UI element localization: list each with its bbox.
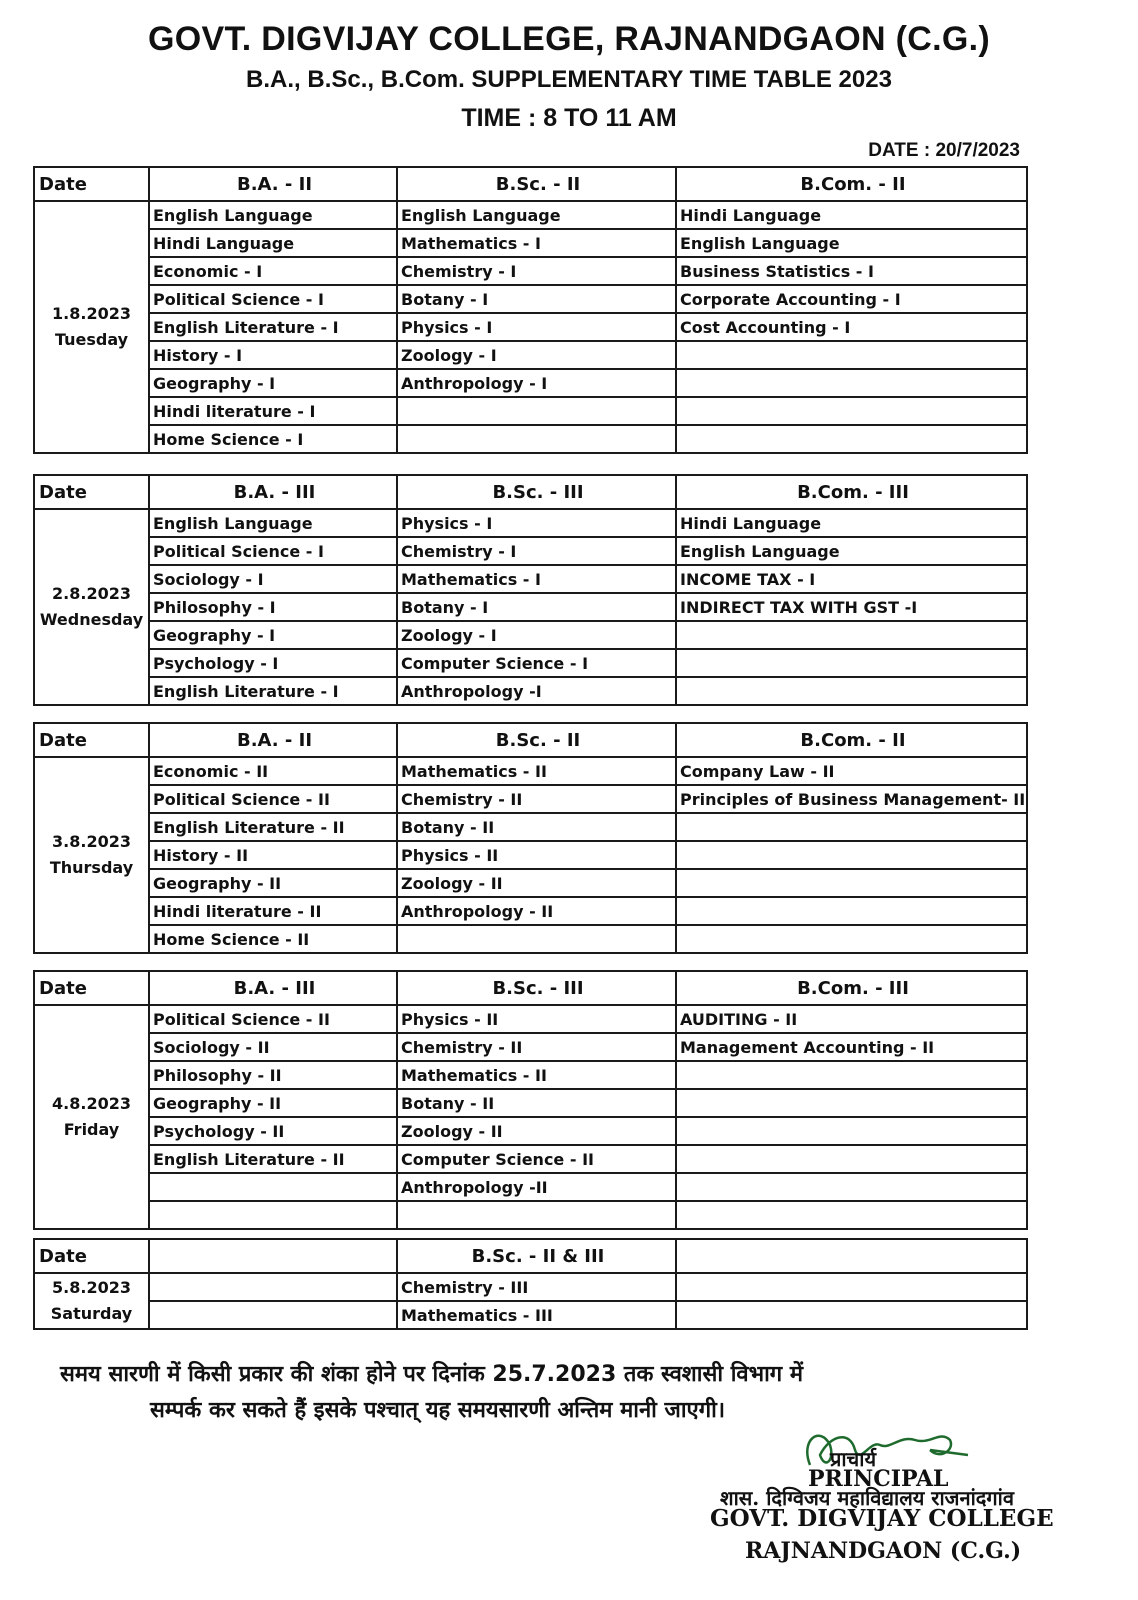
timetable-title: B.A., B.Sc., B.Com. SUPPLEMENTARY TIME TABLE 2023	[246, 66, 892, 93]
exam-date: 5.8.2023	[52, 1278, 131, 1297]
subject-cell	[676, 649, 1027, 677]
subject-cell	[397, 1201, 676, 1229]
header-row	[34, 167, 1027, 201]
subject-cell: English Literature - I	[149, 677, 397, 705]
subject-cell: Anthropology - I	[397, 369, 676, 397]
date-header: Date	[34, 167, 149, 201]
header-row	[34, 1239, 1027, 1273]
subject-cell: Home Science - II	[149, 925, 397, 953]
subject-cell: Botany - II	[397, 813, 676, 841]
table-row	[34, 425, 1027, 453]
subject-cell: Chemistry - II	[397, 785, 676, 813]
subject-cell: Geography - I	[149, 621, 397, 649]
subject-cell: Zoology - I	[397, 341, 676, 369]
table-row	[34, 1173, 1027, 1201]
exam-date-cell	[34, 509, 149, 705]
subject-cell: Mathematics - II	[397, 757, 676, 785]
subject-cell: Sociology - I	[149, 565, 397, 593]
table-row	[34, 757, 1027, 785]
subject-cell: English Literature - II	[149, 1145, 397, 1173]
subject-cell: Business Statistics - I	[676, 257, 1027, 285]
subject-cell: Company Law - II	[676, 757, 1027, 785]
exam-day: Wednesday	[39, 610, 144, 629]
course-header: B.A. - III	[149, 971, 397, 1005]
subject-cell: Corporate Accounting - I	[676, 285, 1027, 313]
subject-cell: History - I	[149, 341, 397, 369]
subject-cell: Political Science - II	[149, 785, 397, 813]
subject-cell	[676, 425, 1027, 453]
subject-cell	[676, 1117, 1027, 1145]
subject-cell	[397, 397, 676, 425]
subject-cell: AUDITING - II	[676, 1005, 1027, 1033]
subject-cell: Computer Science - II	[397, 1145, 676, 1173]
header-row	[34, 971, 1027, 1005]
course-header	[676, 1239, 1027, 1273]
table-row	[34, 397, 1027, 425]
subject-cell: Philosophy - II	[149, 1061, 397, 1089]
subject-cell: Mathematics - I	[397, 565, 676, 593]
course-header: B.Com. - II	[676, 167, 1027, 201]
exam-date: 1.8.2023	[52, 304, 131, 323]
subject-cell: English Language	[149, 509, 397, 537]
subject-cell	[676, 677, 1027, 705]
subject-cell: Hindi literature - I	[149, 397, 397, 425]
subject-cell	[676, 1173, 1027, 1201]
subject-cell	[676, 1301, 1027, 1329]
exam-date-cell	[34, 201, 149, 453]
course-header: B.Com. - II	[676, 723, 1027, 757]
table-row	[34, 1145, 1027, 1173]
subject-cell	[676, 397, 1027, 425]
subject-cell	[676, 621, 1027, 649]
table-row	[34, 285, 1027, 313]
subject-cell: Anthropology -I	[397, 677, 676, 705]
subject-cell: INDIRECT TAX WITH GST -I	[676, 593, 1027, 621]
date-header: Date	[34, 475, 149, 509]
timetable-day-4	[33, 970, 1028, 1230]
stamp-english-college: GOVT. DIGVIJAY COLLEGE	[710, 1505, 1054, 1532]
exam-day: Thursday	[49, 858, 134, 877]
exam-date-cell	[34, 1005, 149, 1229]
subject-cell: Political Science - I	[149, 537, 397, 565]
course-header: B.A. - II	[149, 167, 397, 201]
subject-cell: Principles of Business Management- II	[676, 785, 1027, 813]
exam-date-cell	[34, 1273, 149, 1329]
date-header: Date	[34, 723, 149, 757]
header-row	[34, 475, 1027, 509]
course-header: B.Sc. - III	[397, 475, 676, 509]
subject-cell: Physics - I	[397, 313, 676, 341]
exam-date: 3.8.2023	[52, 832, 131, 851]
note-line-1: समय सारणी में किसी प्रकार की शंका होने पर दिनांक 25.7.2023 तक स्वशासी विभाग में	[60, 1362, 803, 1387]
subject-cell: English Language	[149, 201, 397, 229]
subject-cell: Chemistry - II	[397, 1033, 676, 1061]
table-row	[34, 369, 1027, 397]
subject-cell: Home Science - I	[149, 425, 397, 453]
subject-cell	[149, 1301, 397, 1329]
subject-cell	[676, 1273, 1027, 1301]
note-line-2: सम्पर्क कर सकते हैं इसके पश्चात् यह समयसारणी अन्तिम मानी जाएगी।	[150, 1398, 726, 1423]
subject-cell: Physics - I	[397, 509, 676, 537]
exam-date: 4.8.2023	[52, 1094, 131, 1113]
subject-cell: Botany - I	[397, 593, 676, 621]
exam-date: 2.8.2023	[52, 584, 131, 603]
subject-cell: Physics - II	[397, 841, 676, 869]
table-row	[34, 621, 1027, 649]
course-header: B.A. - III	[149, 475, 397, 509]
exam-day: Tuesday	[54, 330, 129, 349]
subject-cell: Psychology - I	[149, 649, 397, 677]
course-header: B.Sc. - II & III	[397, 1239, 676, 1273]
subject-cell	[676, 841, 1027, 869]
subject-cell: Physics - II	[397, 1005, 676, 1033]
subject-cell: Chemistry - I	[397, 537, 676, 565]
subject-cell: Mathematics - III	[397, 1301, 676, 1329]
subject-cell: Botany - I	[397, 285, 676, 313]
subject-cell	[676, 925, 1027, 953]
table-row	[34, 593, 1027, 621]
table-row	[34, 565, 1027, 593]
subject-cell: Psychology - II	[149, 1117, 397, 1145]
table-row	[34, 1301, 1027, 1329]
subject-cell	[397, 425, 676, 453]
table-row	[34, 509, 1027, 537]
stamp-english-city: RAJNANDGAON (C.G.)	[745, 1538, 1022, 1564]
course-header: B.Sc. - III	[397, 971, 676, 1005]
subject-cell	[676, 1145, 1027, 1173]
table-row	[34, 1273, 1027, 1301]
stamp-hindi-college: शास. दिग्विजय महाविद्यालय राजनांदगांव	[720, 1486, 1014, 1510]
subject-cell	[676, 1201, 1027, 1229]
table-row	[34, 785, 1027, 813]
timetable-day-2	[33, 474, 1028, 706]
table-row	[34, 897, 1027, 925]
subject-cell	[676, 369, 1027, 397]
subject-cell: Economic - II	[149, 757, 397, 785]
table-row	[34, 869, 1027, 897]
subject-cell: Anthropology -II	[397, 1173, 676, 1201]
subject-cell: Political Science - I	[149, 285, 397, 313]
issue-date: DATE : 20/7/2023	[868, 140, 1020, 161]
subject-cell: Sociology - II	[149, 1033, 397, 1061]
subject-cell: English Language	[676, 537, 1027, 565]
table-row	[34, 1089, 1027, 1117]
subject-cell: Hindi Language	[676, 509, 1027, 537]
subject-cell: Chemistry - I	[397, 257, 676, 285]
subject-cell: Zoology - II	[397, 869, 676, 897]
subject-cell: Hindi Language	[676, 201, 1027, 229]
exam-day: Saturday	[50, 1304, 133, 1323]
table-row	[34, 813, 1027, 841]
table-row	[34, 677, 1027, 705]
table-row	[34, 841, 1027, 869]
subject-cell: English Language	[397, 201, 676, 229]
subject-cell: Hindi Language	[149, 229, 397, 257]
timetable-day-5	[33, 1238, 1028, 1330]
subject-cell: Geography - II	[149, 869, 397, 897]
subject-cell: Political Science - II	[149, 1005, 397, 1033]
date-header: Date	[34, 971, 149, 1005]
timetable-day-1	[33, 166, 1028, 454]
subject-cell: Philosophy - I	[149, 593, 397, 621]
table-row	[34, 201, 1027, 229]
subject-cell: Zoology - II	[397, 1117, 676, 1145]
stamp-english-title: PRINCIPAL	[808, 1466, 949, 1492]
table-row	[34, 313, 1027, 341]
subject-cell: English Language	[676, 229, 1027, 257]
subject-cell: Chemistry - III	[397, 1273, 676, 1301]
exam-day: Friday	[63, 1120, 120, 1139]
subject-cell	[397, 925, 676, 953]
course-header: B.Com. - III	[676, 971, 1027, 1005]
subject-cell: Mathematics - I	[397, 229, 676, 257]
subject-cell: English Literature - II	[149, 813, 397, 841]
subject-cell: Geography - II	[149, 1089, 397, 1117]
subject-cell: Zoology - I	[397, 621, 676, 649]
subject-cell	[676, 897, 1027, 925]
table-row	[34, 649, 1027, 677]
exam-time: TIME : 8 TO 11 AM	[461, 104, 677, 132]
table-row	[34, 537, 1027, 565]
subject-cell	[676, 869, 1027, 897]
stamp-hindi-title: प्राचार्य	[830, 1447, 877, 1471]
subject-cell: Cost Accounting - I	[676, 313, 1027, 341]
subject-cell	[676, 813, 1027, 841]
subject-cell: Geography - I	[149, 369, 397, 397]
course-header: B.A. - II	[149, 723, 397, 757]
subject-cell: INCOME TAX - I	[676, 565, 1027, 593]
subject-cell	[676, 1061, 1027, 1089]
course-header: B.Sc. - II	[397, 167, 676, 201]
course-header: B.Com. - III	[676, 475, 1027, 509]
subject-cell	[676, 1089, 1027, 1117]
table-row	[34, 229, 1027, 257]
header-row	[34, 723, 1027, 757]
subject-cell	[149, 1201, 397, 1229]
table-row	[34, 1033, 1027, 1061]
timetable-day-3	[33, 722, 1028, 954]
table-row	[34, 1117, 1027, 1145]
table-row	[34, 341, 1027, 369]
college-name: GOVT. DIGVIJAY COLLEGE, RAJNANDGAON (C.G.)	[148, 20, 990, 58]
subject-cell: History - II	[149, 841, 397, 869]
subject-cell: Hindi literature - II	[149, 897, 397, 925]
subject-cell: Economic - I	[149, 257, 397, 285]
exam-date-cell	[34, 757, 149, 953]
subject-cell: Botany - II	[397, 1089, 676, 1117]
subject-cell: English Literature - I	[149, 313, 397, 341]
table-row	[34, 1061, 1027, 1089]
subject-cell: Mathematics - II	[397, 1061, 676, 1089]
subject-cell	[676, 341, 1027, 369]
course-header: B.Sc. - II	[397, 723, 676, 757]
subject-cell	[149, 1173, 397, 1201]
subject-cell	[149, 1273, 397, 1301]
course-header	[149, 1239, 397, 1273]
subject-cell: Anthropology - II	[397, 897, 676, 925]
table-row	[34, 1005, 1027, 1033]
table-row	[34, 925, 1027, 953]
table-row	[34, 1201, 1027, 1229]
subject-cell: Management Accounting - II	[676, 1033, 1027, 1061]
subject-cell: Computer Science - I	[397, 649, 676, 677]
date-header: Date	[34, 1239, 149, 1273]
table-row	[34, 257, 1027, 285]
